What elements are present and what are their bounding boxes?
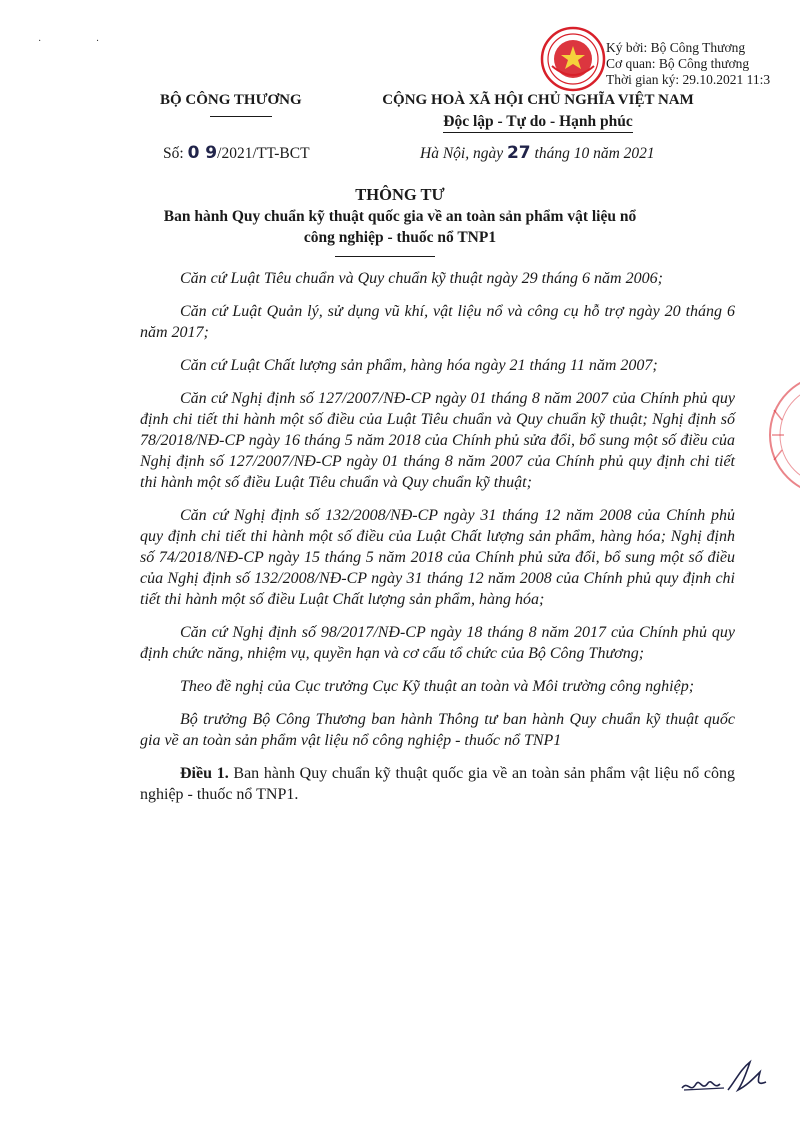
preamble-paragraph: Căn cứ Nghị định số 127/2007/NĐ-CP ngày 01 tháng 8 năm 2007 của Chính phủ quy định chi tiết thi hành một số điều của Luật Tiêu chuẩn và Quy chuẩn kỹ thuật; Nghị định số 78/2018/NĐ-CP ngày 16 tháng 5 năm 2018 của Chính phủ sửa đổi, bổ sung một số điều của Nghị định số 127/2007/NĐ-CP ngày 01 tháng 8 năm 2007 của Chính phủ quy định chi tiết thi hành một số điều Luật Tiêu chuẩn và Quy chuẩn kỹ thuật; (140, 390, 735, 491)
date-prefix: Hà Nội, ngày (420, 145, 504, 162)
document-number (163, 143, 310, 163)
preamble-paragraph: Căn cứ Luật Tiêu chuẩn và Quy chuẩn kỹ thuật ngày 29 tháng 6 năm 2006; (180, 270, 663, 287)
ministry-name: BỘ CÔNG THƯƠNG (160, 92, 302, 108)
partial-red-stamp (760, 380, 800, 490)
preamble-paragraph: Căn cứ Luật Chất lượng sản phẩm, hàng hóa ngày 21 tháng 11 năm 2007; (180, 357, 658, 374)
preamble-paragraph: Căn cứ Nghị định số 132/2008/NĐ-CP ngày 31 tháng 12 năm 2008 của Chính phủ quy định chi tiết thi hành một số điều của Luật Chất lượng sản phẩm, hàng hóa; Nghị định số 74/2018/NĐ-CP ngày 15 tháng 5 năm 2018 của Chính phủ sửa đổi, bổ sung một số điều của Nghị định số 132/2008/NĐ-CP ngày 31 tháng 12 năm 2008 của Chính phủ quy định chi tiết thi hành một số điều Luật Chất lượng sản phẩm, hàng hóa; (140, 507, 735, 608)
title-line-1: Ban hành Quy chuẩn kỹ thuật quốc gia về an toàn sản phẩm vật liệu nổ (163, 208, 637, 225)
preamble-paragraph: Theo đề nghị của Cục trưởng Cục Kỹ thuật an toàn và Môi trường công nghiệp; (180, 678, 695, 695)
digital-seal-emblem (540, 26, 606, 92)
signature-signer: Ký bởi: Bộ Công Thương (606, 40, 746, 55)
scan-specks: · · (38, 36, 126, 47)
document-title (100, 185, 700, 247)
national-header (378, 92, 698, 133)
title-line-2: công nghiệp - thuốc nổ TNP1 (303, 229, 497, 246)
title-main: THÔNG TƯ (355, 185, 445, 204)
country-name: CỘNG HOÀ XÃ HỘI CHỦ NGHĨA VIỆT NAM (382, 92, 694, 108)
digital-signature-info (606, 40, 800, 88)
article-1-label: Điều 1. (180, 765, 229, 782)
date-day-handwritten: 27 (506, 143, 531, 163)
article-1-text: Ban hành Quy chuẩn kỹ thuật quốc gia về an toàn sản phẩm vật liệu nổ công nghiệp - thuốc nổ TNP1. (140, 765, 736, 803)
preamble-paragraph: Căn cứ Luật Quản lý, sử dụng vũ khí, vật liệu nổ và công cụ hỗ trợ ngày 20 tháng 6 năm 2017; (140, 303, 735, 341)
article-1 (140, 763, 735, 805)
preamble-paragraph: Căn cứ Nghị định số 98/2017/NĐ-CP ngày 18 tháng 8 năm 2017 của Chính phủ quy định chức năng, nhiệm vụ, quyền hạn và cơ cấu tổ chức của Bộ Công Thương; (140, 624, 735, 662)
doc-number-handwritten: 0 9 (187, 143, 218, 163)
preamble-paragraph: Bộ trưởng Bộ Công Thương ban hành Thông tư ban hành Quy chuẩn kỹ thuật quốc gia về an toàn sản phẩm vật liệu nổ công nghiệp - thuốc nổ TNP1 (140, 711, 735, 749)
date-suffix: tháng 10 năm 2021 (534, 145, 655, 162)
doc-number-suffix: /2021/TT-BCT (217, 145, 310, 162)
handwritten-initials (680, 1050, 770, 1105)
signature-time: Thời gian ký: 29.10.2021 11:3 (606, 72, 771, 87)
document-body (140, 268, 735, 817)
title-underline (335, 256, 435, 257)
ministry-underline (210, 116, 272, 117)
signature-agency: Cơ quan: Bộ Công thương (606, 56, 750, 71)
national-motto: Độc lập - Tự do - Hạnh phúc (443, 113, 632, 133)
document-date (420, 143, 655, 163)
doc-number-prefix: Số: (163, 145, 184, 162)
